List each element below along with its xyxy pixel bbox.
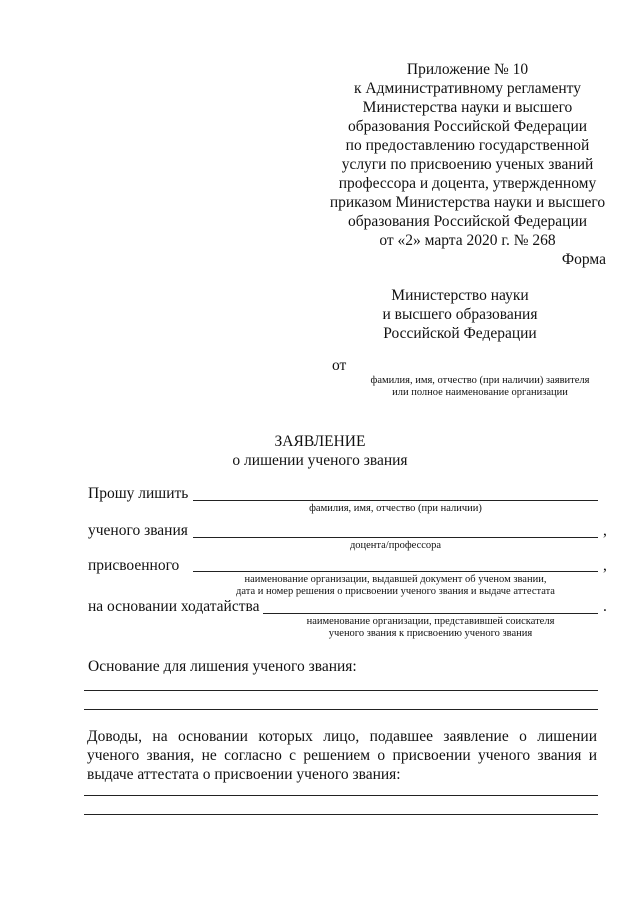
petition-label: на основании ходатайства [88, 598, 260, 615]
request-input-line[interactable] [193, 500, 598, 501]
title-input-line[interactable] [193, 537, 598, 538]
form-label: Форма [561, 251, 606, 268]
appendix-line: Приложение № 10 [406, 61, 529, 78]
from-hint: фамилия, имя, отчество (при наличии) заявителя [370, 375, 590, 386]
comma: , [603, 522, 607, 539]
comma: , [603, 557, 607, 574]
grounds-input-line-2[interactable] [84, 709, 598, 710]
title-main: ЗАЯВЛЕНИЕ [274, 433, 366, 450]
addressee-line: Министерство науки [391, 287, 529, 304]
addressee-line: Российской Федерации [383, 325, 537, 342]
petition-input-line[interactable] [263, 613, 598, 614]
appendix-line: от «2» марта 2020 г. № 268 [379, 232, 556, 249]
appendix-line: по предоставлению государственной [345, 137, 590, 154]
grounds-input-line-1[interactable] [84, 690, 598, 691]
appendix-line: Министерства науки и высшего [362, 99, 573, 116]
request-hint: фамилия, имя, отчество (при наличии) [309, 503, 482, 514]
appendix-line: образования Российской Федерации [347, 118, 588, 135]
appendix-line: профессора и доцента, утвержденному [338, 175, 597, 192]
from-label: от [332, 357, 347, 374]
title-label: ученого звания [88, 522, 188, 539]
addressee-line: и высшего образования [382, 306, 538, 323]
awarded-hint: наименование организации, выдавшей документ об ученом звании, [244, 574, 547, 585]
title-hint: доцента/профессора [349, 540, 442, 551]
period: . [603, 598, 607, 615]
petition-hint: ученого звания к присвоению ученого звания [328, 628, 533, 639]
arguments-text: Доводы, на основании которых лицо, подавшее заявление о лишении ученого звания, не согласно с решением о присвоении ученого звания и выдаче аттестата о присвоении ученого звания: [87, 728, 597, 783]
from-hint: или полное наименование организации [392, 387, 568, 398]
appendix-line: приказом Министерства науки и высшего [329, 194, 606, 211]
document-title [0, 433, 640, 451]
appendix-line: к Административному регламенту [354, 80, 581, 97]
appendix-line: услуги по присвоению ученых званий [341, 156, 594, 173]
request-label: Прошу лишить [88, 485, 189, 502]
appendix-line: образования Российской Федерации [347, 213, 588, 230]
arguments-input-line-1[interactable] [84, 795, 598, 796]
awarded-label: присвоенного [88, 557, 180, 574]
awarded-input-line[interactable] [193, 571, 598, 572]
arguments-input-line-2[interactable] [84, 814, 598, 815]
document-subtitle: о лишении ученого звания [232, 452, 408, 469]
petition-hint: наименование организации, представившей соискателя [306, 616, 555, 627]
grounds-label: Основание для лишения ученого звания: [88, 658, 357, 675]
awarded-hint: дата и номер решения о присвоении ученого звания и выдаче аттестата [236, 586, 555, 597]
